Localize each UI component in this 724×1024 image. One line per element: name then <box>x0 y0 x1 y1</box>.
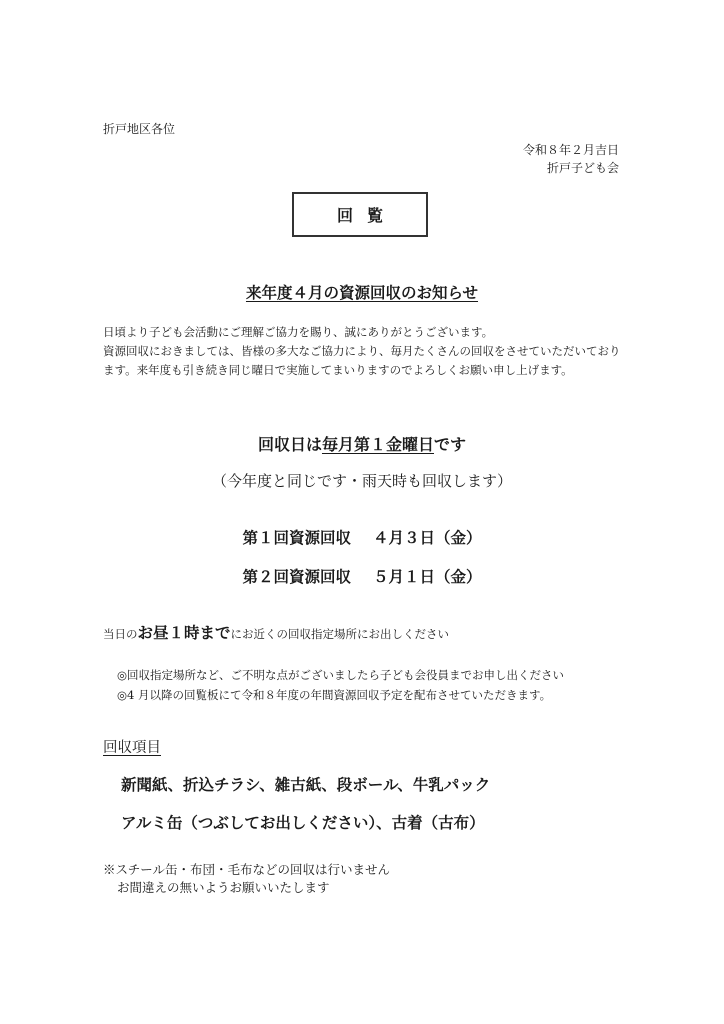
schedule-label: 第２回資源回収 <box>242 568 351 586</box>
page-title <box>0 283 724 303</box>
items-heading-text: 回収項目 <box>103 740 161 756</box>
intro-paragraph-2: 資源回収におきましては、皆様の多大なご協力により、毎月たくさんの回収をさせていただいております。来年度も引き続き同じ曜日で実施してまいりますのでよろしくお願い申し上げます。 <box>103 344 621 377</box>
circular-label: 回覧 <box>336 206 397 225</box>
collection-day-emphasis: 毎月第１金曜日 <box>321 435 434 454</box>
schedule-row <box>0 527 724 549</box>
schedule-label: 第１回資源回収 <box>242 529 351 547</box>
schedule-date: ４月３日（金） <box>373 529 482 547</box>
addressee: 折戸地区各位 <box>103 122 176 136</box>
schedule-row <box>0 566 724 588</box>
deadline-prefix: 当日の <box>103 627 138 641</box>
collection-day-heading <box>0 434 724 456</box>
collection-day-prefix: 回収日は <box>257 435 322 454</box>
issue-date: 令和８年２月吉日 <box>522 143 619 157</box>
items-line: アルミ缶（つぶしてお出しください）、古着（古布） <box>121 814 485 832</box>
sender: 折戸子ども会 <box>546 161 619 175</box>
deadline-emphasis: お昼１時まで <box>137 624 231 642</box>
schedule-date: ５月１日（金） <box>373 568 482 586</box>
warning-line: お間違えの無いようお願いいたします <box>117 880 330 895</box>
collection-day-note: （今年度と同じです・雨天時も回収します） <box>211 472 512 490</box>
collection-day-suffix: です <box>434 435 467 454</box>
items-line: 新聞紙、折込チラシ、雑古紙、段ボール、牛乳パック <box>121 776 491 794</box>
deadline-suffix: にお近くの回収指定場所にお出しください <box>230 627 450 641</box>
notice-item: ◎4 月以降の回覧板にて令和８年度の年間資源回収予定を配布させていただきます。 <box>117 688 552 702</box>
items-heading <box>103 738 161 758</box>
intro-paragraph-1: 日頃より子ども会活動にご理解ご協力を賜り、誠にありがとうございます。 <box>103 325 494 339</box>
deadline-text <box>103 622 449 645</box>
warning-line: ※スチール缶・布団・毛布などの回収は行いません <box>103 862 391 877</box>
intro-text <box>103 323 623 380</box>
notice-item: ◎回収指定場所など、ご不明な点がございましたら子ども会役員までお申し出ください <box>117 668 565 682</box>
page-title-text: 来年度４月の資源回収のお知らせ <box>245 284 479 302</box>
circular-label-box <box>292 192 428 237</box>
